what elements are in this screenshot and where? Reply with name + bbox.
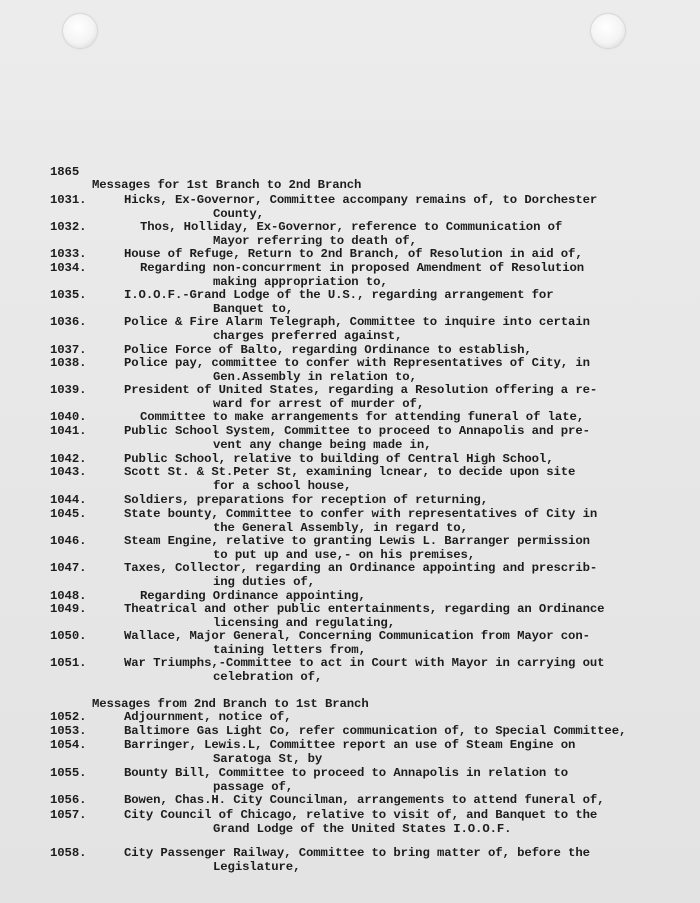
entry-number: 1055. xyxy=(50,766,87,780)
entry-text: Regarding non-concurrment in proposed Amendment of Resolution xyxy=(140,261,585,275)
entry-number: 1037. xyxy=(50,343,87,357)
entry-continuation: charges preferred against, xyxy=(213,329,403,343)
entry-text: Baltimore Gas Light Co, refer communication of, to Special Committee, xyxy=(124,724,627,738)
entry-number: 1053. xyxy=(50,724,87,738)
entry-continuation: County, xyxy=(213,207,264,221)
entry-number: 1041. xyxy=(50,424,87,438)
section-heading: Messages for 1st Branch to 2nd Branch xyxy=(92,178,362,192)
entry-continuation: taining letters from, xyxy=(213,643,366,657)
entry-continuation: Saratoga St, by xyxy=(213,752,323,766)
entry-number: 1040. xyxy=(50,410,87,424)
entry-number: 1036. xyxy=(50,315,87,329)
entry-number: 1054. xyxy=(50,738,87,752)
entry-text: State bounty, Committee to confer with representatives of City in xyxy=(124,507,598,521)
entry-text: Hicks, Ex-Governor, Committee accompany remains of, to Dorchester xyxy=(124,193,598,207)
entry-number: 1049. xyxy=(50,602,87,616)
entry-continuation: licensing and regulating, xyxy=(213,616,395,630)
entry-number: 1034. xyxy=(50,261,87,275)
entry-number: 1056. xyxy=(50,793,87,807)
entry-text: Public School System, Committee to proceed to Annapolis and pre- xyxy=(124,424,590,438)
entry-number: 1057. xyxy=(50,808,87,822)
entry-number: 1033. xyxy=(50,247,87,261)
entry-text: Scott St. & St.Peter St, examining lcnear, to decide upon site xyxy=(124,465,576,479)
entry-text: Police Force of Balto, regarding Ordinance to establish, xyxy=(124,343,532,357)
entry-text: Police pay, committee to confer with Representatives of City, in xyxy=(124,356,590,370)
entry-number: 1042. xyxy=(50,452,87,466)
entry-text: I.O.O.F.-Grand Lodge of the U.S., regarding arrangement for xyxy=(124,288,554,302)
entry-continuation: Grand Lodge of the United States I.O.O.F. xyxy=(213,822,512,836)
entry-text: Bounty Bill, Committee to proceed to Annapolis in relation to xyxy=(124,766,569,780)
entry-text: Bowen, Chas.H. City Councilman, arrangements to attend funeral of, xyxy=(124,793,605,807)
entry-text: City Passenger Railway, Committee to bring matter of, before the xyxy=(124,846,590,860)
entry-number: 1051. xyxy=(50,656,87,670)
entry-text: Police & Fire Alarm Telegraph, Committee to inquire into certain xyxy=(124,315,590,329)
entry-number: 1050. xyxy=(50,629,87,643)
entry-text: Committee to make arrangements for attending funeral of late, xyxy=(140,410,585,424)
entry-number: 1047. xyxy=(50,561,87,575)
entry-continuation: Banquet to, xyxy=(213,302,294,316)
punch-hole-left xyxy=(63,14,97,48)
entry-number: 1044. xyxy=(50,493,87,507)
entry-text: Soldiers, preparations for reception of returning, xyxy=(124,493,488,507)
entry-text: War Triumphs,-Committee to act in Court with Mayor in carrying out xyxy=(124,656,605,670)
entry-text: Thos, Holliday, Ex-Governor, reference to Communication of xyxy=(140,220,563,234)
entry-number: 1032. xyxy=(50,220,87,234)
entry-text: Wallace, Major General, Concerning Communication from Mayor con- xyxy=(124,629,590,643)
entry-text: Adjournment, notice of, xyxy=(124,710,292,724)
entry-continuation: ward for arrest of murder of, xyxy=(213,397,425,411)
entry-number: 1058. xyxy=(50,846,87,860)
entry-continuation: vent any change being made in, xyxy=(213,438,432,452)
entry-continuation: celebration of, xyxy=(213,670,323,684)
entry-number: 1046. xyxy=(50,534,87,548)
entry-text: Steam Engine, relative to granting Lewis L. Barranger permission xyxy=(124,534,590,548)
entry-text: House of Refuge, Return to 2nd Branch, of Resolution in aid of, xyxy=(124,247,583,261)
entry-number: 1048. xyxy=(50,589,87,603)
entry-text: Regarding Ordinance appointing, xyxy=(140,589,366,603)
entry-number: 1038. xyxy=(50,356,87,370)
entry-text: Public School, relative to building of Central High School, xyxy=(124,452,554,466)
entry-continuation: Mayor referring to death of, xyxy=(213,234,417,248)
entry-continuation: passage of, xyxy=(213,780,294,794)
entry-continuation: for a school house, xyxy=(213,479,352,493)
entry-number: 1052. xyxy=(50,710,87,724)
entry-text: City Council of Chicago, relative to visit of, and Banquet to the xyxy=(124,808,598,822)
entry-text: Barringer, Lewis.L, Committee report an use of Steam Engine on xyxy=(124,738,576,752)
entry-number: 1039. xyxy=(50,383,87,397)
entry-number: 1031. xyxy=(50,193,87,207)
punch-hole-right xyxy=(591,14,625,48)
entry-continuation: making appropriation to, xyxy=(213,275,388,289)
entry-continuation: Gen.Assembly in relation to, xyxy=(213,370,417,384)
year-heading: 1865 xyxy=(50,165,80,179)
entry-text: Theatrical and other public entertainments, regarding an Ordinance xyxy=(124,602,605,616)
entry-text: Taxes, Collector, regarding an Ordinance appointing and prescrib- xyxy=(124,561,598,575)
entry-number: 1043. xyxy=(50,465,87,479)
entry-continuation: the General Assembly, in regard to, xyxy=(213,521,468,535)
entry-continuation: ing duties of, xyxy=(213,575,315,589)
entry-number: 1045. xyxy=(50,507,87,521)
section-heading: Messages from 2nd Branch to 1st Branch xyxy=(92,697,369,711)
entry-continuation: Legislature, xyxy=(213,860,301,874)
entry-continuation: to put up and use,- on his premises, xyxy=(213,548,476,562)
entry-text: President of United States, regarding a Resolution offering a re- xyxy=(124,383,598,397)
entry-number: 1035. xyxy=(50,288,87,302)
